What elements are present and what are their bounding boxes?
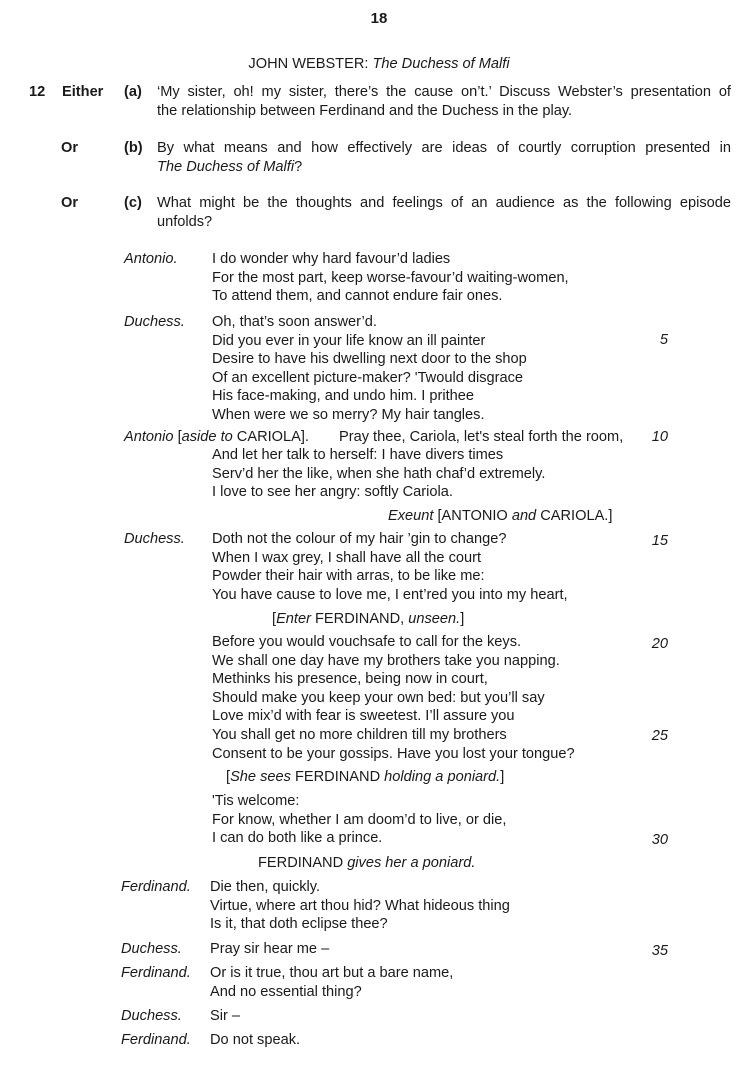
speech-block — [210, 878, 510, 934]
stage-direction-gives — [258, 854, 475, 873]
line-number: 35 — [651, 943, 668, 959]
part-b-line — [157, 158, 731, 177]
verse-line: Virtue, where art thou hid? What hideous thing — [210, 897, 510, 914]
page-number: 18 — [370, 10, 388, 27]
verse-line: Should make you keep your own bed: but you’ll say — [212, 689, 545, 706]
verse-line: Oh, that’s soon answer’d. — [212, 314, 377, 330]
bracket: ] — [500, 769, 505, 785]
verse-line: Powder their hair with arras, to be like me: — [212, 568, 485, 585]
part-c-label: (c) — [124, 195, 142, 211]
part-a-text — [157, 83, 731, 120]
sd-italic: gives her a poniard. — [347, 855, 476, 871]
verse-line: You shall get no more children till my brothers — [212, 726, 507, 743]
verse-line: I do wonder why hard favour’d ladies — [212, 251, 451, 267]
speech-block — [210, 940, 329, 959]
either-label: Either — [62, 84, 104, 100]
line-number: 10 — [651, 429, 668, 445]
line-number: 15 — [651, 533, 668, 549]
verse-line: Serv’d her the like, when she hath chaf’d extremely. — [212, 465, 546, 482]
verse-line: Or is it true, thou art but a bare name, — [210, 965, 454, 981]
speech-block — [212, 530, 568, 604]
speech-block — [210, 964, 453, 1001]
verse-line: Desire to have his dwelling next door to the shop — [212, 351, 527, 368]
verse-line: Did you ever in your life know an ill painter — [212, 332, 486, 349]
verse-line: And let her talk to herself: I have divers times — [212, 447, 504, 463]
aside-direction: aside to — [181, 429, 233, 445]
sd-italic: holding a poniard. — [384, 769, 501, 785]
verse-line: When were we so merry? My hair tangles. — [212, 406, 485, 423]
verse-line: Before you would vouchsafe to call for the keys. — [212, 634, 522, 650]
part-a-line: the relationship between Ferdinand and the Duchess in the play. — [157, 102, 573, 119]
sd-italic: Exeunt — [388, 508, 434, 524]
speech-block — [210, 1007, 240, 1026]
speaker-ferdinand: Ferdinand. — [121, 1032, 191, 1048]
part-a-line: ‘My sister, oh! my sister, there’s the cause on’t.’ Discuss Webster’s presentation of — [157, 84, 731, 100]
sd-text: FERDINAND, — [310, 611, 409, 627]
sd-italic: and — [511, 508, 537, 524]
verse-line: I love to see her angry: softly Cariola. — [212, 484, 453, 501]
verse-line: His face-making, and undo him. I prithee — [212, 388, 475, 405]
speech-block — [212, 633, 575, 763]
stage-direction-sees — [226, 768, 504, 787]
speaker-duchess: Duchess. — [121, 1008, 182, 1024]
verse-line: Pray sir hear me – — [210, 941, 330, 957]
author-name: JOHN WEBSTER: — [248, 56, 373, 72]
verse-line: Sir – — [210, 1008, 241, 1024]
verse-line: Doth not the colour of my hair ’gin to change? — [212, 531, 507, 547]
verse-line: Love mix’d with fear is sweetest. I’ll assure you — [212, 708, 515, 725]
verse-line: When I wax grey, I shall have all the court — [212, 549, 482, 566]
speech-block — [212, 792, 506, 848]
speaker-ferdinand: Ferdinand. — [121, 879, 191, 895]
verse-line: And no essential thing? — [210, 983, 362, 1000]
play-title-ref: The Duchess of Malfi — [157, 158, 295, 175]
part-b-text — [157, 139, 731, 176]
speech-block — [212, 446, 545, 502]
speaker-antonio-aside — [124, 428, 309, 447]
bracket: [ — [177, 429, 182, 445]
verse-line: To attend them, and cannot endure fair ones. — [212, 288, 503, 305]
speaker-duchess: Duchess. — [124, 314, 185, 330]
speech-block — [212, 250, 569, 306]
speaker-antonio: Antonio. — [124, 251, 178, 267]
verse-line: 'Tis welcome: — [212, 793, 300, 809]
sd-text: FERDINAND — [290, 769, 385, 785]
verse-line: Of an excellent picture-maker? 'Twould disgrace — [212, 369, 524, 386]
verse-line: Methinks his presence, being now in court, — [212, 671, 488, 688]
part-c-line: unfolds? — [157, 213, 213, 230]
sd-italic: Enter — [276, 611, 311, 627]
part-b-label: (b) — [124, 140, 143, 156]
sd-text: [ANTONIO — [433, 508, 512, 524]
part-b-line: By what means and how effectively are ideas of courtly corruption presented in — [157, 140, 731, 156]
verse-line: Consent to be your gossips. Have you lost your tongue? — [212, 745, 575, 762]
section-title — [0, 55, 750, 74]
bracket: ] — [460, 611, 465, 627]
bracket: [ — [226, 769, 231, 785]
speaker-name: Antonio — [124, 429, 178, 445]
speaker-ferdinand: Ferdinand. — [121, 965, 191, 981]
sd-text: CARIOLA.] — [536, 508, 613, 524]
stage-direction-enter — [272, 610, 464, 629]
verse-line: For the most part, keep worse-favour’d waiting-women, — [212, 269, 569, 286]
verse-line: You have cause to love me, I ent’red you into my heart, — [212, 586, 568, 603]
bracket: [ — [272, 611, 277, 627]
speaker-duchess: Duchess. — [121, 941, 182, 957]
stage-direction-exeunt — [388, 507, 612, 526]
question-mark: ? — [294, 158, 303, 175]
speech-block — [212, 313, 527, 425]
part-a-label: (a) — [124, 84, 142, 100]
sd-text: FERDINAND — [258, 855, 348, 871]
or-label-b: Or — [61, 140, 79, 156]
speech-block — [210, 1031, 300, 1050]
verse-line: Do not speak. — [210, 1032, 301, 1048]
verse-line: Is it, that doth eclipse thee? — [210, 916, 388, 933]
or-label-c: Or — [61, 195, 79, 211]
question-number: 12 — [29, 84, 46, 100]
verse-line: I can do both like a prince. — [212, 830, 383, 847]
line-number: 5 — [659, 332, 668, 348]
line-number: 25 — [651, 728, 668, 744]
play-title: The Duchess of Malfi — [372, 56, 510, 72]
line-number: 20 — [651, 636, 668, 652]
aside-target: CARIOLA]. — [232, 429, 309, 445]
line-number: 30 — [651, 832, 668, 848]
verse-line: For know, whether I am doom’d to live, or die, — [212, 811, 507, 828]
sd-italic: unseen. — [408, 611, 461, 627]
part-c-text — [157, 194, 731, 231]
verse-line: Die then, quickly. — [210, 879, 321, 895]
speaker-duchess: Duchess. — [124, 531, 185, 547]
verse-line: Pray thee, Cariola, let's steal forth the room, — [339, 429, 624, 445]
part-c-line: What might be the thoughts and feelings of an audience as the following episode — [157, 195, 731, 211]
sd-italic: She sees — [230, 769, 291, 785]
verse-line: We shall one day have my brothers take you napping. — [212, 652, 560, 669]
